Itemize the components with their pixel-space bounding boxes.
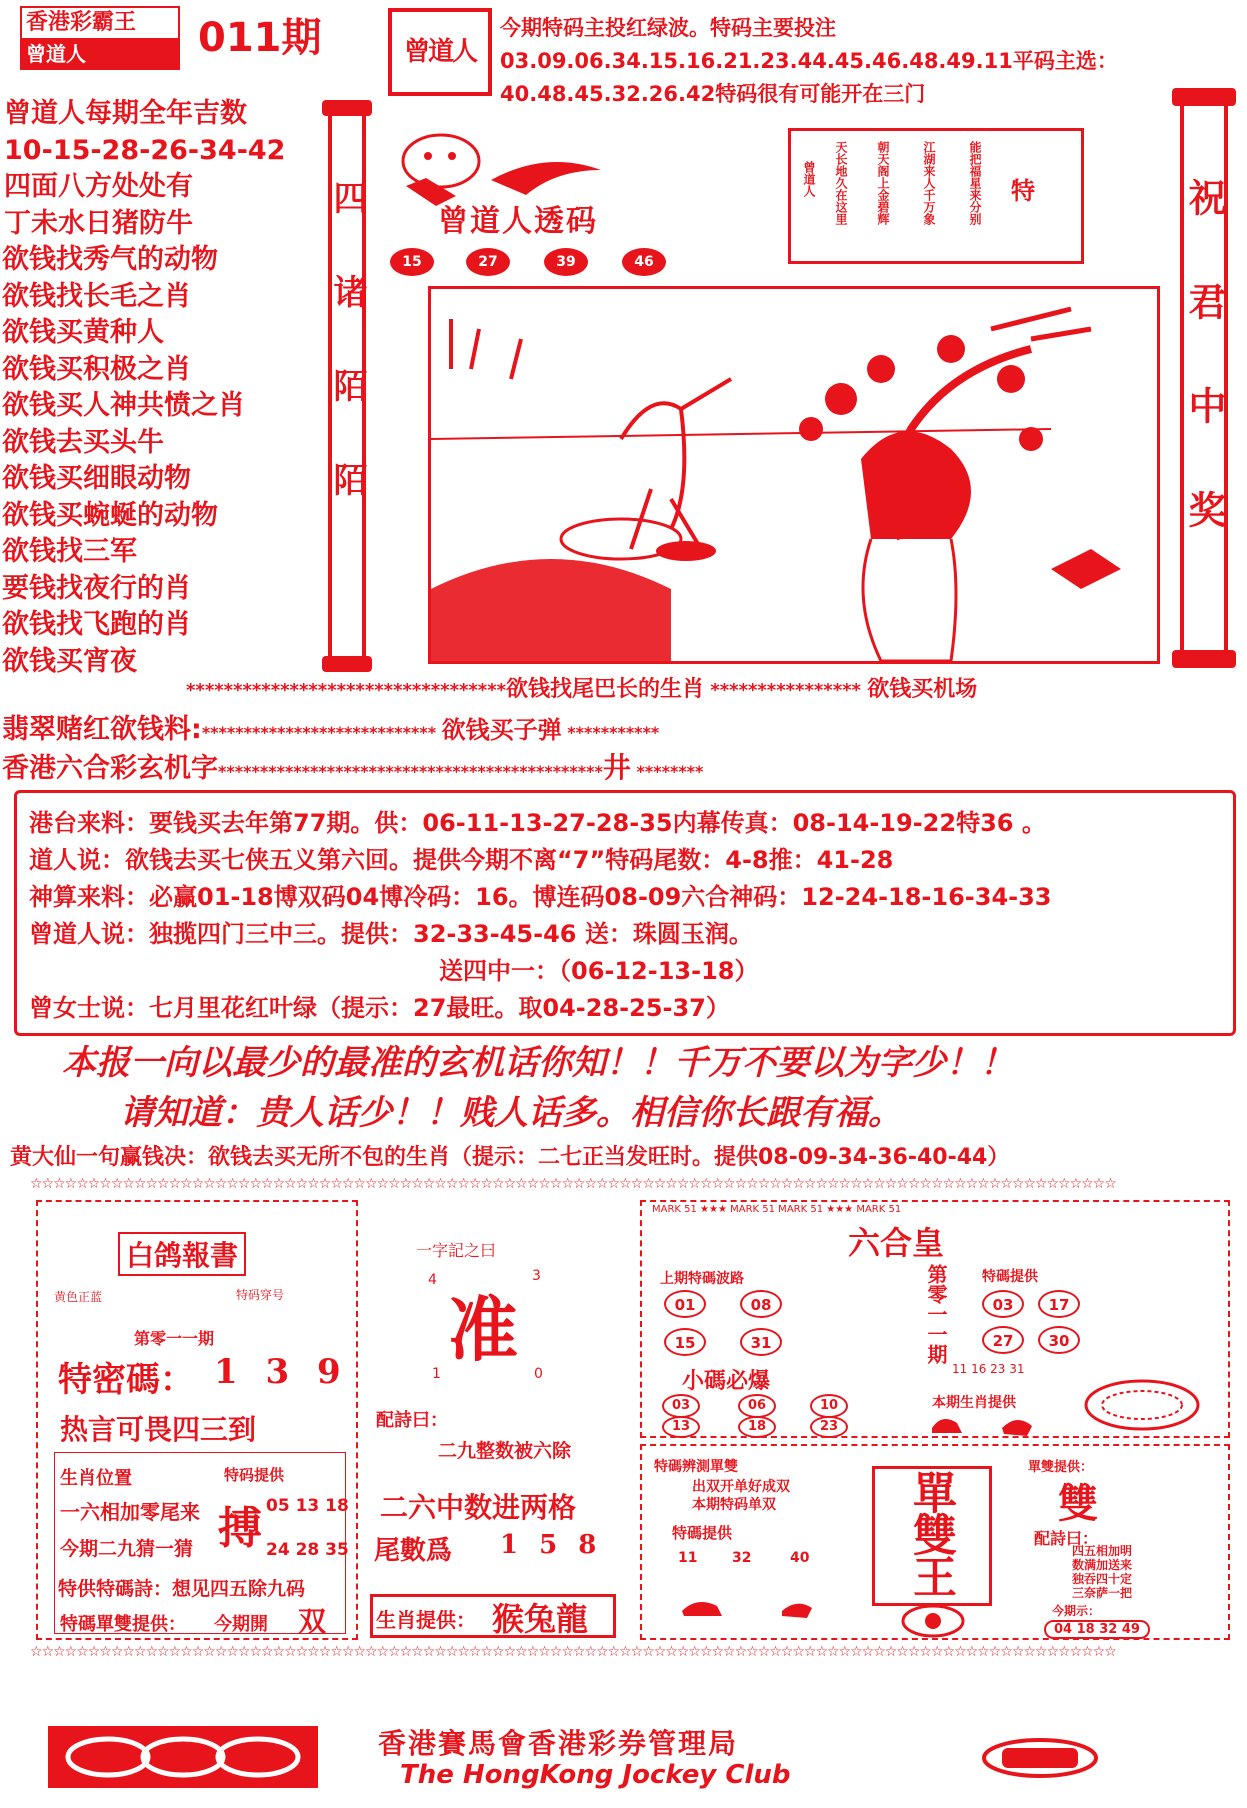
info-box [14,790,1236,1036]
panel-d-poem-line: 三奈萨一把 [1072,1586,1133,1600]
left-clue-item: 欲钱买宵夜 [2,645,137,677]
odd-even-value: 双 [298,1605,327,1638]
panel-d-poem-line: 数满加送来 [1072,1558,1133,1572]
left-clue-item: 欲钱找秀气的动物 [2,244,218,275]
animal-doodles-icon [672,1586,832,1626]
panel-b-zodiac-value: 猴兔龍 [492,1600,589,1638]
tema-ball: 30 [1038,1326,1080,1354]
small-ball: 10 [810,1394,848,1418]
panel-d-tema-label: 特碼提供 [672,1524,733,1542]
panel-a-title: 白鸽報書 [118,1232,246,1276]
small-ball: 03 [662,1394,700,1418]
special-poem: 特供特碼詩：想见四五除九码 [58,1578,306,1600]
logo [20,6,180,70]
small-code-line: 11 16 23 31 [952,1362,1025,1376]
info-line: 道人说：欲钱去买七侠五义第六回。提供今期不离“7”特码尾数：4-8推：41-28 [29,846,894,874]
panel-d-today: 今期示： [1052,1604,1101,1618]
huang-daxian-line: 黄大仙一句赢钱决：欲钱去买无所不包的生肖（提示：二七正当发旺时。提供08-09-34-36-40-44） [10,1145,1010,1170]
left-clue-item: 欲钱买黄种人 [2,317,164,348]
poem-tablet [788,128,1084,264]
logo-line1: 香港彩霸王 [20,6,180,40]
wave-label: 上期特碼波路 [660,1271,744,1287]
left-clue-item: 欲钱找飞跑的肖 [2,609,191,640]
star-separator: ********************************** [186,680,507,701]
guess-text: 今期二九猜一猜 [60,1538,194,1560]
wave-ball: 31 [740,1328,782,1356]
wave-ball: 01 [664,1290,706,1318]
tema-ball: 03 [982,1290,1024,1318]
picture-title: 曾道人透码 [438,204,598,239]
small-ball: 23 [810,1416,848,1438]
left-clue-item: 欲钱去买头牛 [2,426,164,458]
zodiac-position-label: 生肖位置 [60,1468,132,1489]
panel-d-right-char: 雙 [1058,1480,1098,1527]
odd-even-label: 特碼單雙提供： [60,1614,186,1635]
corner-num-tl: 4 [428,1272,437,1288]
tablet-title: 特 [1011,177,1035,205]
odd-even-text: 今期開 [214,1614,268,1635]
panel-d-poem-line: 四五相加明 [1072,1544,1133,1558]
panel-d-right-label: 單雙提供： [1028,1460,1094,1475]
left-clue-item: 丁未水日猪防牛 [4,207,193,239]
tema-ball: 27 [982,1326,1024,1354]
tema-ball: 17 [1038,1290,1080,1318]
left-clue-item: 要钱找夜行的肖 [2,572,191,604]
tema-row-1: 05 13 18 [266,1496,349,1516]
mark-strip: MARK 51 ★★★ MARK 51 MARK 51 ★★★ MARK 51 [652,1204,902,1215]
panel-c-title: 六合皇 [848,1224,945,1262]
panel-liuhe-huang [640,1200,1230,1438]
corner-num-br: 0 [534,1366,543,1382]
info-line: 港台来料：要钱买去年第77期。供：06-11-13-27-28-35内幕传真：08-14-19-22特36 。 [29,809,1046,837]
riddle-airport: 欲钱买机场 [867,677,978,702]
footer-chinese: 香港賽馬會香港彩券管理局 [378,1727,739,1760]
panel-a-side-right: 特码穿号 [236,1288,285,1302]
illustration-frame [428,286,1160,664]
issue-number: 011期 [198,15,322,61]
panel-d-odd-text: 出双开单好成双 [692,1479,790,1495]
riddle-label: 香港六合彩玄机字 [2,753,218,784]
panel-c-zodiac-label: 本期生肖提供 [932,1395,1016,1411]
slogan-line-1: 本报一向以最少的最准的玄机话你知！！千万不要以为字少！！ [62,1043,1014,1083]
info-line: 送四中一：（06-12-13-18） [439,957,759,985]
seal-text: 曾道人 [403,37,476,67]
star-separator: *********** [561,723,660,742]
panel-a-side-left: 黄色正蓝 [54,1290,103,1304]
left-clue-list [2,96,318,680]
top-message: 今期特码主投红绿波。特码主要投注03.09.06.34.15.16.21.23.44.45.46.48.49.11平码主选：40.48.45.32.26.42特码很有可能开在三门 [500,16,1118,106]
panel-white-dove [36,1200,358,1640]
star-separator: **************** [704,680,868,701]
tema-char: 搏 [218,1503,262,1554]
left-scroll-text: 四诸陌陌 [327,180,367,556]
left-clue-item: 欲钱找长毛之肖 [2,280,191,312]
panel-d-odd-text2: 本期特码单双 [692,1497,776,1513]
panel-d-big-title: 單雙王 [905,1470,956,1596]
tail-number-label: 尾數爲 [374,1536,453,1566]
star-separator: ******** [630,762,704,781]
panel-d-tema-num: 40 [790,1550,810,1566]
star-separator: **************************** [201,723,442,742]
riddle-tail-animal: 欲钱找尾巴长的生肖 [506,677,705,702]
riddle-bullet: 欲钱买子弹 [441,716,562,744]
big-character: 准 [448,1288,518,1371]
pick-ball: 46 [622,248,666,276]
hot-words: 热言可畏四三到 [60,1413,257,1446]
panel-c-tema-label: 特碼提供 [982,1269,1038,1285]
left-clue-item: 四面八方处处有 [4,171,193,202]
small-ball: 18 [738,1416,776,1438]
wave-ball: 08 [740,1290,782,1318]
zodiac-animals-icon [922,1408,1062,1438]
left-scroll [322,100,372,672]
jockey-club-emblem-left-icon [48,1726,318,1788]
panel-one-word [366,1200,636,1640]
small-code-label: 小碼必爆 [682,1368,771,1394]
jockey-club-emblem-right-icon [980,1736,1100,1780]
small-ball: 13 [662,1416,700,1438]
panel-b-poem-label: 配詩曰： [376,1410,448,1431]
rosette-seal-icon [1082,1378,1202,1432]
goat-and-tree-illustration-icon [431,289,1157,661]
panel-d-poem-label: 配詩曰： [1034,1529,1099,1548]
panel-d-odd-label: 特碼辨測單雙 [654,1459,738,1475]
riddle-row-3 [2,750,1062,786]
info-box-lines [29,805,1052,1027]
panel-d-tema-num: 32 [732,1550,752,1566]
riddle-label: 翡翠赌红欲钱料: [2,714,202,745]
star-separator: ********************************************** [218,762,603,781]
seal-stamp [388,8,492,96]
small-ball: 06 [738,1394,776,1418]
tema-row-2: 24 28 35 [266,1540,349,1560]
tablet-col: 朝天阁上金碧辉 [876,141,890,225]
star-border-bottom: ☆☆☆☆☆☆☆☆☆☆☆☆☆☆☆☆☆☆☆☆☆☆☆☆☆☆☆☆☆☆☆☆☆☆☆☆☆☆☆☆☆☆☆☆☆☆☆☆☆☆☆☆☆☆☆☆☆☆☆☆☆☆☆☆☆☆☆☆☆☆☆☆☆☆☆☆☆☆☆☆☆☆☆☆☆☆☆☆☆☆☆☆☆☆ [30,1644,1116,1660]
panel-d-poem-line: 独吞四十定 [1072,1572,1133,1586]
left-clue-item: 欲钱买蜿蜒的动物 [2,499,218,531]
info-line: 神算来料：必赢01-18博双码04博冷码：16。博连码08-09六合神码：12-24-18-16-34-33 [29,883,1052,911]
wave-ball: 15 [664,1328,706,1356]
panel-b-title: 一字記之曰 [416,1241,497,1260]
left-clue-item: 曾道人每期全年吉数 [4,98,247,129]
corner-num-bl: 1 [432,1366,441,1382]
left-clue-item: 10-15-28-26-34-42 [4,134,286,166]
tablet-col: 曾道人 [802,161,816,197]
panel-d-tema-num: 11 [678,1550,698,1566]
corner-num-tr: 3 [532,1268,541,1284]
panel-b-poem-text: 二九整数被六除 [438,1440,572,1462]
info-line: 曾道人说：独揽四门三中三。提供：32-33-45-46 送：珠圆玉润。 [29,920,753,948]
panel-b-zodiac-label: 生肖提供： [376,1608,476,1632]
slogan-line-2: 请知道：贵人话少！！贱人话多。相信你长跟有福。 [120,1093,902,1133]
panel-a-period: 第零一一期 [134,1329,215,1348]
pick-ball: 27 [466,248,510,276]
zodiac-position-text: 一六相加零尾来 [60,1500,200,1524]
footer-english: The HongKong Jockey Club [400,1760,791,1790]
tablet-col: 能把福星来分别 [968,141,982,225]
brush-stroke-icon [486,140,606,200]
left-clue-item: 欲钱买人神共愤之肖 [2,390,245,421]
tema-label: 特码提供 [224,1466,285,1484]
picture-area [376,120,1166,665]
tablet-col: 江湖来人千万象 [922,141,936,225]
info-line: 曾女士说：七月里花红叶绿（提示：27最旺。取04-28-25-37） [29,994,730,1022]
riddle-well: 井 [602,751,631,784]
panel-odd-even-king [640,1444,1230,1640]
left-clue-item: 欲钱买细眼动物 [2,463,191,494]
star-border: ☆☆☆☆☆☆☆☆☆☆☆☆☆☆☆☆☆☆☆☆☆☆☆☆☆☆☆☆☆☆☆☆☆☆☆☆☆☆☆☆☆☆☆☆☆☆☆☆☆☆☆☆☆☆☆☆☆☆☆☆☆☆☆☆☆☆☆☆☆☆☆☆☆☆☆☆☆☆☆☆☆☆☆☆☆☆☆☆☆☆☆☆☆☆ [30,1176,1116,1192]
tail-number-value: 1 5 8 [500,1530,603,1560]
tablet-col: 天长地久在这里 [834,141,848,225]
special-code-value: 1 3 9 [214,1352,349,1392]
panel-d-bottom-nums: 04 18 32 49 [1044,1620,1150,1639]
panel-c-period: 第零一一期 [924,1264,948,1364]
flower-medallion-icon [898,1602,968,1640]
riddle-row-2 [2,712,1062,748]
panel-b-grid-text: 二六中数进两格 [380,1491,577,1524]
logo-line2: 曾道人 [20,40,180,70]
left-clue-item: 欲钱找三军 [2,536,137,567]
special-code-label: 特密碼： [58,1360,194,1400]
pick-ball: 39 [544,248,588,276]
pick-ball: 15 [390,248,434,276]
riddle-row-1 [186,674,1246,706]
left-clue-item: 欲钱买积极之肖 [2,353,191,385]
right-scroll-text: 祝君中奖 [1182,178,1226,594]
right-scroll [1172,88,1236,668]
